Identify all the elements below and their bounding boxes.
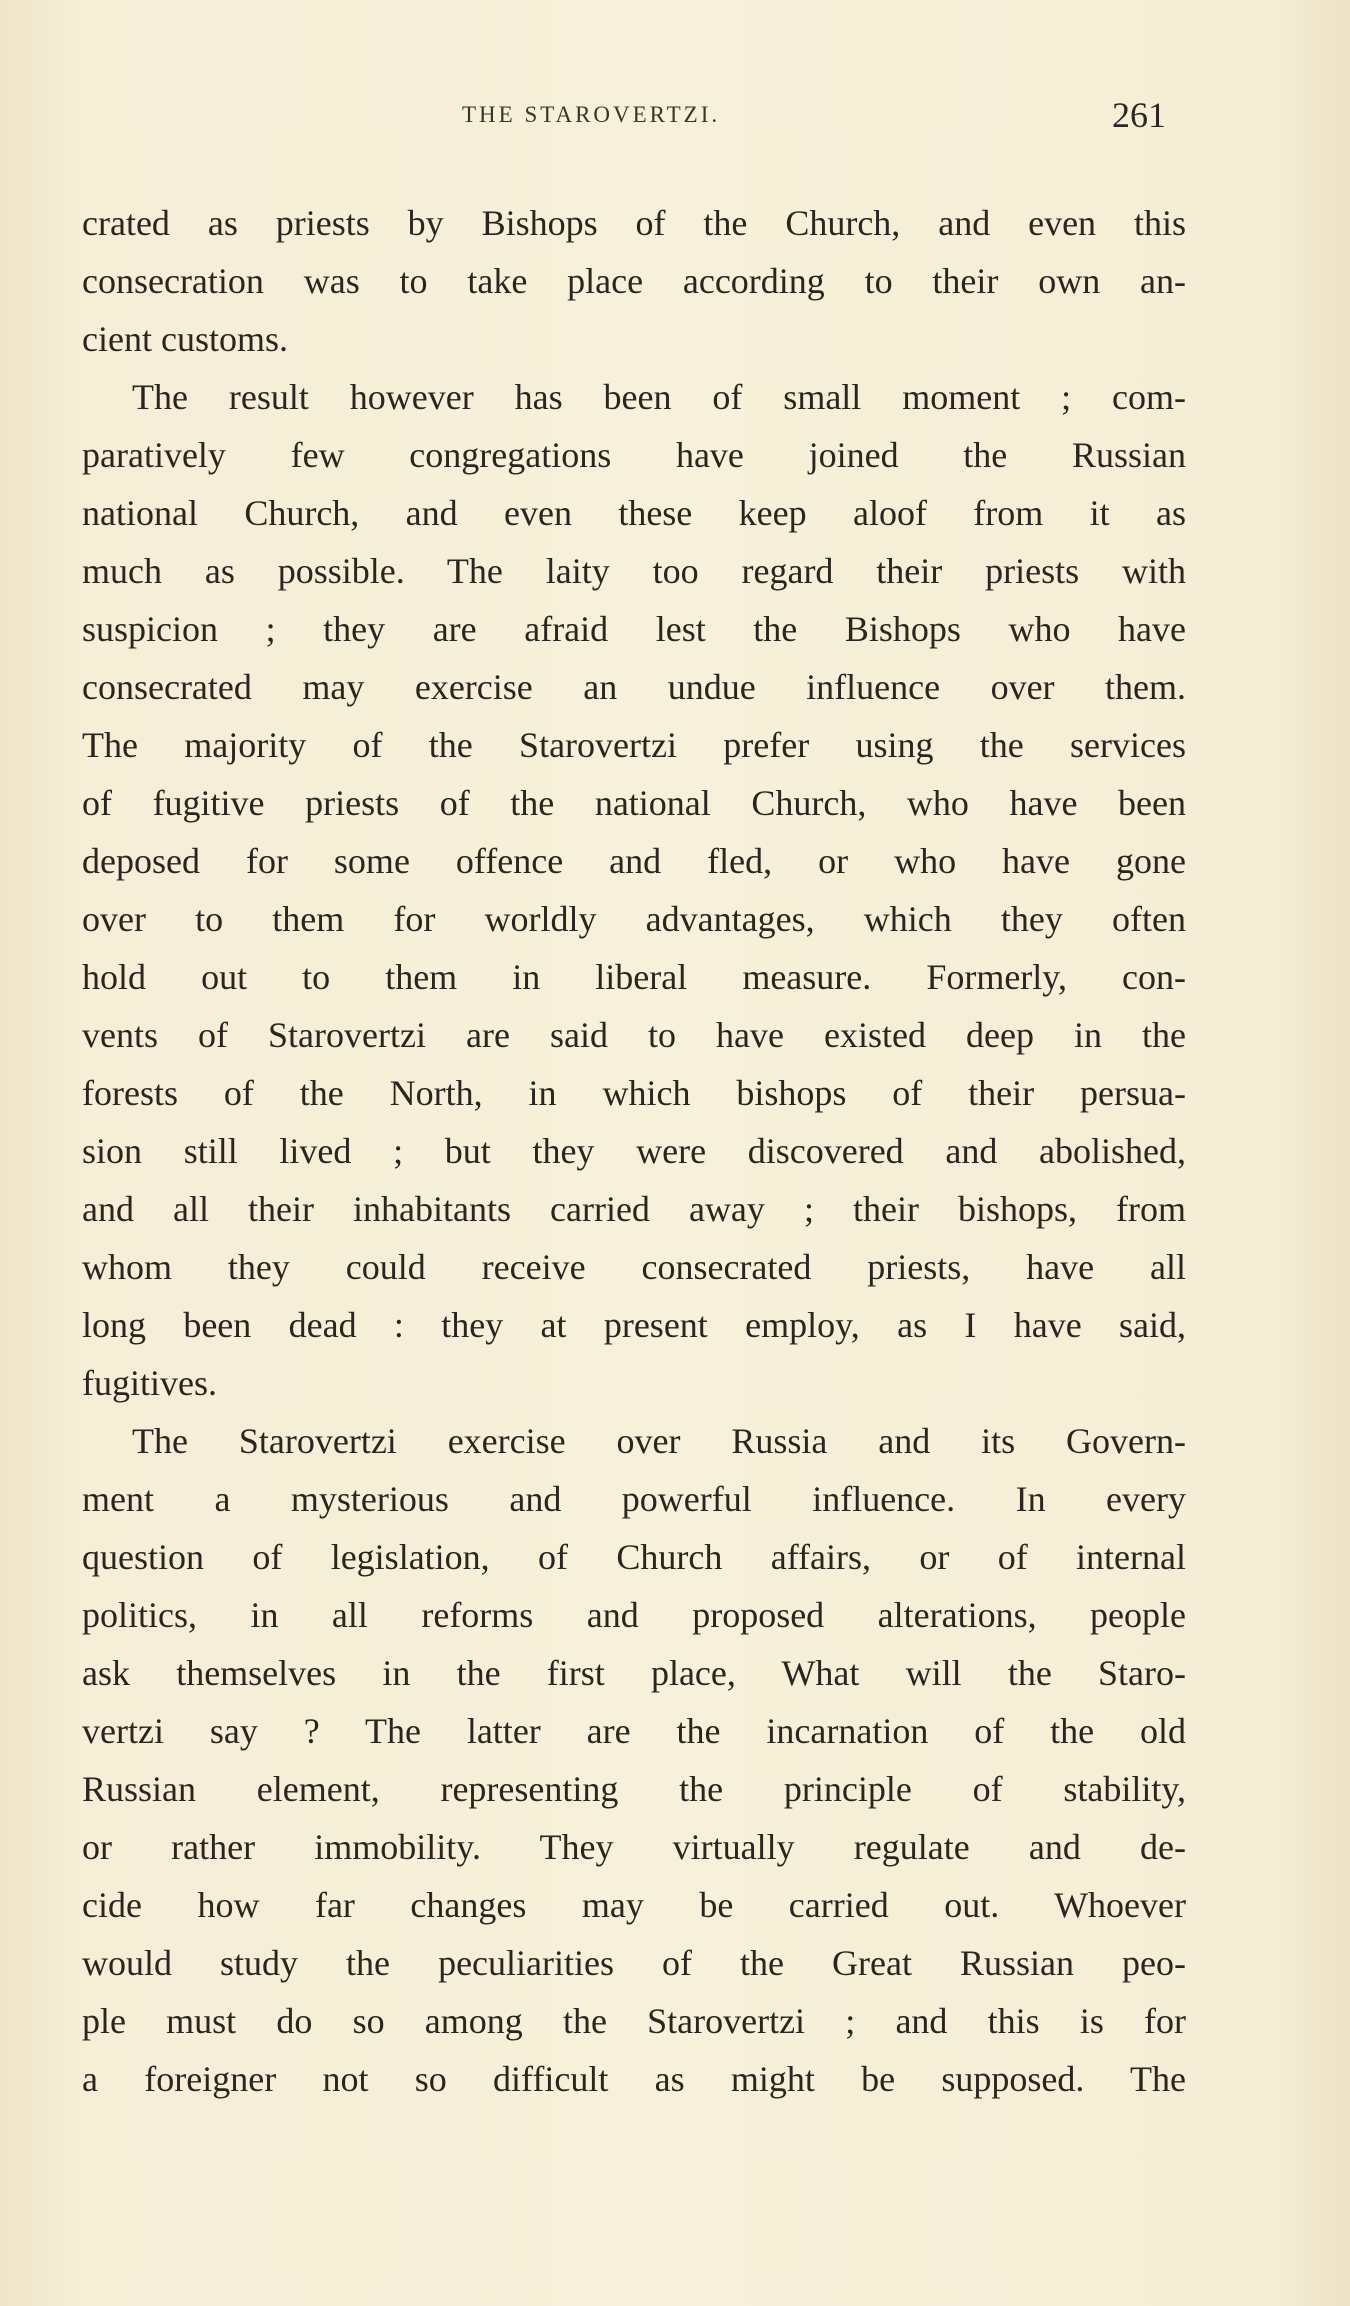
text-line: much as possible. The laity too regard their priests with: [82, 551, 1186, 591]
text-line: would study the peculiarities of the Great Russian peo-: [82, 1943, 1186, 1983]
text-line: of fugitive priests of the national Church, who have been: [82, 783, 1186, 823]
text-line: and all their inhabitants carried away ; their bishops, from: [82, 1189, 1186, 1229]
text-line: vents of Starovertzi are said to have existed deep in the: [82, 1015, 1186, 1055]
text-line: ment a mysterious and powerful influence. In every: [82, 1479, 1186, 1519]
body-text: [82, 194, 1186, 2108]
text-line: long been dead : they at present employ, as I have said,: [82, 1305, 1186, 1345]
text-line: politics, in all reforms and proposed alterations, people: [82, 1595, 1186, 1635]
running-head: [0, 94, 1350, 138]
text-line: deposed for some offence and fled, or who have gone: [82, 841, 1186, 881]
running-title: THE STAROVERTZI.: [462, 102, 721, 127]
text-line: consecration was to take place according to their own an-: [82, 261, 1186, 301]
text-line: national Church, and even these keep aloof from it as: [82, 493, 1186, 533]
text-line: sion still lived ; but they were discovered and abolished,: [82, 1131, 1186, 1171]
text-line: Russian element, representing the principle of stability,: [82, 1769, 1186, 1809]
text-line: consecrated may exercise an undue influence over them.: [82, 667, 1186, 707]
text-line: hold out to them in liberal measure. Formerly, con-: [82, 957, 1186, 997]
text-line: cide how far changes may be carried out. Whoever: [82, 1885, 1186, 1925]
text-line: or rather immobility. They virtually regulate and de-: [82, 1827, 1186, 1867]
text-line: suspicion ; they are afraid lest the Bishops who have: [82, 609, 1186, 649]
text-line: whom they could receive consecrated priests, have all: [82, 1247, 1186, 1287]
text-line: The majority of the Starovertzi prefer using the services: [82, 725, 1186, 765]
text-line: ask themselves in the first place, What will the Staro-: [82, 1653, 1186, 1693]
text-line: ple must do so among the Starovertzi ; and this is for: [82, 2001, 1186, 2041]
text-line: question of legislation, of Church affairs, or of internal: [82, 1537, 1186, 1577]
text-line: crated as priests by Bishops of the Church, and even this: [82, 203, 1186, 243]
text-line: paratively few congregations have joined the Russian: [82, 435, 1186, 475]
text-line: forests of the North, in which bishops of their persua-: [82, 1073, 1186, 1113]
paragraph-start-line: The Starovertzi exercise over Russia and its Govern-: [132, 1421, 1186, 1461]
text-line: over to them for worldly advantages, which they often: [82, 899, 1186, 939]
text-line: vertzi say ? The latter are the incarnation of the old: [82, 1711, 1186, 1751]
text-line: fugitives.: [82, 1363, 217, 1403]
text-line: cient customs.: [82, 319, 288, 359]
page-number: 261: [1112, 95, 1166, 135]
text-line: a foreigner not so difficult as might be supposed. The: [82, 2059, 1186, 2099]
paragraph-start-line: The result however has been of small moment ; com-: [132, 377, 1186, 417]
